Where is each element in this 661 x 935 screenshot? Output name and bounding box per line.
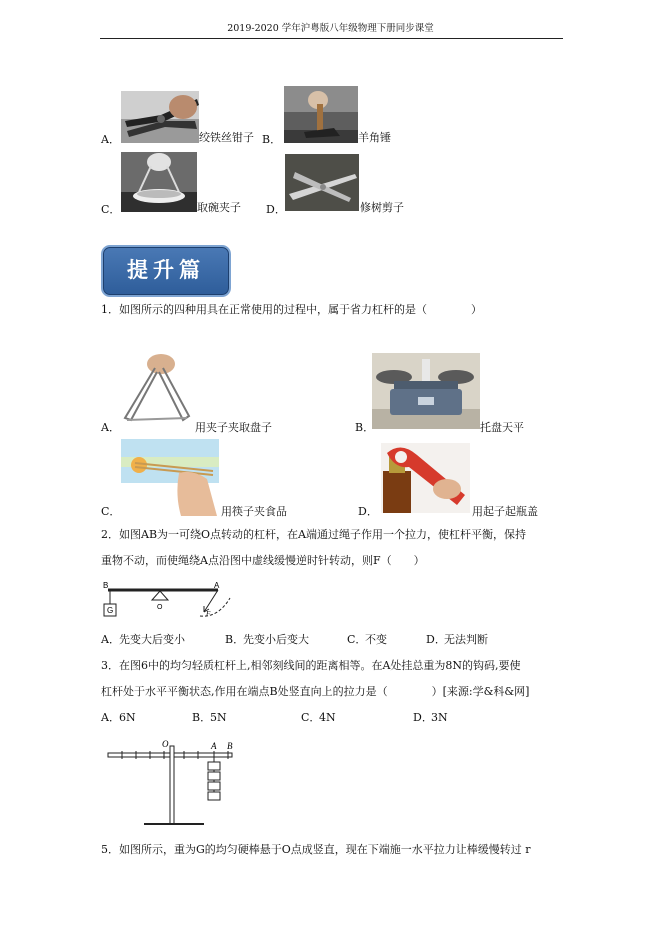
top-option-b-letter: B．: [262, 133, 282, 146]
section-badge-title: 提升篇: [127, 258, 205, 282]
q1-option-d-letter: D．: [358, 505, 378, 518]
top-option-d-label: 修树剪子: [360, 201, 404, 214]
q2-label-b: B: [103, 581, 109, 590]
top-option-c-label: 取碗夹子: [197, 201, 241, 214]
q2-option-a-letter: A．: [101, 633, 120, 646]
q2-option-d-label: 无法判断: [444, 633, 488, 646]
q3-option-b-letter: B．: [192, 711, 212, 724]
top-option-b-label: 羊角锤: [358, 131, 391, 144]
q1-option-d-label: 用起子起瓶盖: [472, 505, 538, 518]
q2-option-a-label: 先变大后变小: [119, 633, 185, 646]
q2-line1: 2．如图AB为一可绕O点转动的杠杆，在A端通过绳子作用一个拉力，使杠杆平衡，保持: [101, 528, 526, 541]
q2-option-c-label: 不变: [365, 633, 387, 646]
q3-label-o: O: [162, 739, 169, 749]
q3-option-a-label: 6N: [119, 711, 136, 724]
q2-label-o: O: [157, 604, 163, 611]
chopsticks-photo: [121, 439, 219, 516]
balance-scale-photo: [372, 353, 480, 429]
q3-label-a: A: [211, 741, 217, 751]
q1-option-a-letter: A．: [101, 421, 120, 434]
top-option-a-label: 绞铁丝钳子: [199, 131, 254, 144]
q2-label-g: G: [107, 606, 114, 615]
plate-tongs-photo: [119, 350, 196, 430]
bowl-clip-photo: [121, 152, 197, 212]
q3-option-c-letter: C．: [301, 711, 321, 724]
q3-option-a-letter: A．: [101, 711, 120, 724]
section-badge: [101, 245, 231, 297]
q3-option-c-label: 4N: [319, 711, 336, 724]
tree-shears-photo: [285, 154, 359, 211]
q3-option-d-label: 3N: [431, 711, 448, 724]
pliers-photo: [121, 91, 199, 143]
top-option-d-letter: D．: [266, 203, 286, 216]
q2-lever-figure: [100, 578, 240, 628]
q3-label-b: B: [227, 741, 233, 751]
q2-label-a: A: [214, 581, 220, 590]
top-option-c-letter: C．: [101, 203, 121, 216]
q1-option-c-letter: C．: [101, 505, 121, 518]
q3-option-d-letter: D．: [413, 711, 433, 724]
q2-option-d-letter: D．: [426, 633, 446, 646]
hammer-photo: [284, 86, 358, 143]
q1-text: 1．如图所示的四种用具在正常使用的过程中，属于省力杠杆的是（ ）: [101, 303, 482, 316]
q2-option-b-letter: B．: [225, 633, 245, 646]
q1-option-b-label: 托盘天平: [480, 421, 524, 434]
q2-line2: 重物不动，而使绳绕A点沿图中虚线缓慢逆时针转动，则F（ ）: [101, 554, 425, 567]
q1-option-b-letter: B．: [355, 421, 375, 434]
q1-option-a-label: 用夹子夹取盘子: [195, 421, 272, 434]
q3-lever-figure: [104, 736, 244, 834]
page-header: 2019-2020 学年沪粤版八年级物理下册同步课堂: [227, 23, 434, 34]
q1-option-c-label: 用筷子夹食品: [221, 505, 287, 518]
q2-option-c-letter: C．: [347, 633, 367, 646]
q3-line2: 杠杆处于水平平衡状态,作用在端点B处竖直向上的拉力是（ ）[来源:学&科&网]: [101, 685, 530, 698]
header-divider: [100, 38, 563, 39]
q2-label-f: F: [206, 610, 211, 618]
q3-option-b-label: 5N: [210, 711, 227, 724]
q2-option-b-label: 先变小后变大: [243, 633, 309, 646]
top-option-a-letter: A．: [101, 133, 120, 146]
q3-line1: 3．在图6中的均匀轻质杠杆上,相邻刻线间的距离相等。在A处挂总重为8N的钩码,要使: [101, 659, 521, 672]
q5-text: 5．如图所示，重为G的均匀硬棒悬于O点成竖直，现在下端施一水平拉力让棒缓慢转过 r: [101, 843, 531, 856]
bottle-opener-photo: [381, 443, 470, 513]
